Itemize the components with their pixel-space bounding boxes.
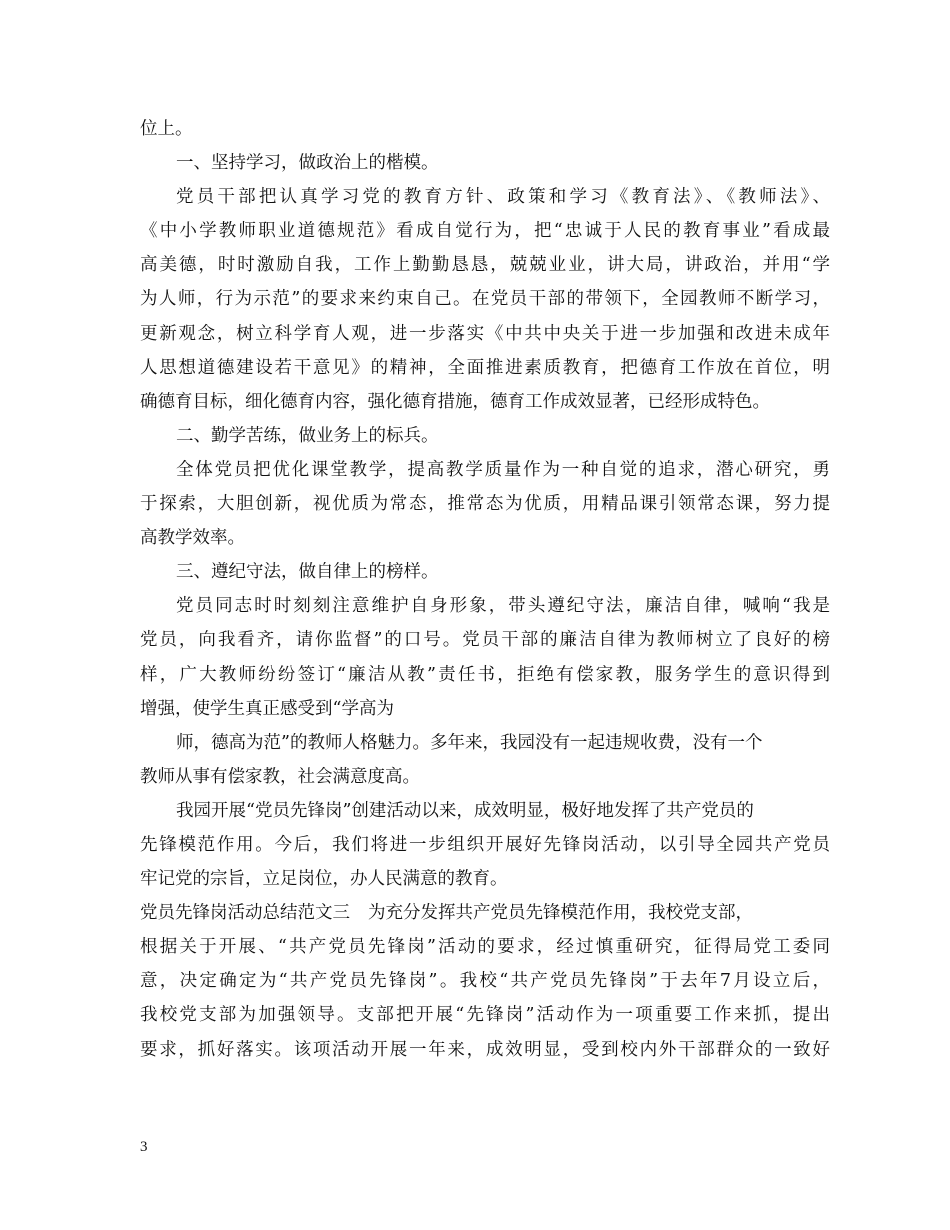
section-intro: 为充分发挥共产党员先锋模范作用，我校党支部，: [368, 903, 753, 924]
paragraph-line: 党员，向我看齐，请你监督”的口号。党员干部的廉洁自律为教师树立了良好的榜: [140, 630, 830, 651]
paragraph-line: 高美德，时时激励自我，工作上勤勤恳恳，兢兢业业，讲大局，讲政治，并用“学: [140, 255, 830, 276]
section-heading: 二、勤学苦练，做业务上的标兵。: [176, 425, 439, 446]
paragraph-line: 确德育目标，细化德育内容，强化德育措施，德育工作成效显著，已经形成特色。: [140, 391, 770, 412]
paragraph-line: 我校党支部为加强领导。支部把开展“先锋岗”活动作为一项重要工作来抓，提出: [140, 1005, 830, 1026]
paragraph-line: 根据关于开展、“共产党员先锋岗”活动的要求，经过慎重研究，征得局党工委同: [140, 937, 830, 958]
paragraph-line: 意，决定确定为“共产党员先锋岗”。我校“共产党员先锋岗”于去年7月设立后，: [140, 971, 830, 992]
document-body: [140, 112, 830, 1067]
paragraph-line: 增强，使学生真正感受到“学高为: [140, 698, 394, 719]
text-line: 位上。: [140, 119, 193, 139]
page-number: 3: [140, 1139, 148, 1155]
paragraph-line: 《中小学教师职业道德规范》看成自觉行为，把“忠诚于人民的教育事业”看成最: [140, 221, 830, 242]
paragraph-line: 先锋模范作用。今后，我们将进一步组织开展好先锋岗活动，以引导全园共产党员: [140, 834, 830, 855]
paragraph-line: 更新观念，树立科学育人观，进一步落实《中共中央关于进一步加强和改进未成年: [140, 323, 830, 344]
paragraph-line: 教师从事有偿家教，社会满意度高。: [140, 766, 420, 787]
paragraph-line: 样，广大教师纷纷签订“廉洁从教”责任书，拒绝有偿家教，服务学生的意识得到: [140, 664, 830, 685]
paragraph-line: 人思想道德建设若干意见》的精神，全面推进素质教育，把德育工作放在首位，明: [140, 357, 830, 378]
paragraph-line: 高教学效率。: [140, 528, 245, 549]
section-heading: 三、遵纪守法，做自律上的榜样。: [176, 562, 439, 583]
paragraph-line: 要求，抓好落实。该项活动开展一年来，成效明显，受到校内外干部群众的一致好: [140, 1039, 830, 1060]
paragraph-line: 牢记党的宗旨，立足岗位，办人民满意的教育。: [140, 869, 508, 890]
paragraph-line: 党员干部把认真学习党的教育方针、政策和学习《教育法》、《教师法》、: [176, 187, 830, 208]
paragraph-line: 于探索，大胆创新，视优质为常态，推常态为优质，用精品课引领常态课，努力提: [140, 494, 830, 515]
paragraph-line: 师，德高为范”的教师人格魅力。多年来，我园没有一起违规收费，没有一个: [176, 732, 763, 753]
section-title-line: [140, 896, 830, 930]
paragraph-line: 为人师，行为示范”的要求来约束自己。在党员干部的带领下，全园教师不断学习，: [140, 289, 830, 310]
paragraph-line: 党员同志时时刻刻注意维护自身形象，带头遵纪守法，廉洁自律，喊响“我是: [176, 596, 830, 617]
section-heading: 一、坚持学习，做政治上的楷模。: [176, 153, 439, 174]
paragraph-line: 我园开展“党员先锋岗”创建活动以来，成效明显，极好地发挥了共产党员的: [176, 800, 754, 821]
paragraph-line: 全体党员把优化课堂教学，提高教学质量作为一种自觉的追求，潜心研究，勇: [176, 459, 830, 480]
section-title: 党员先锋岗活动总结范文三: [140, 903, 350, 924]
